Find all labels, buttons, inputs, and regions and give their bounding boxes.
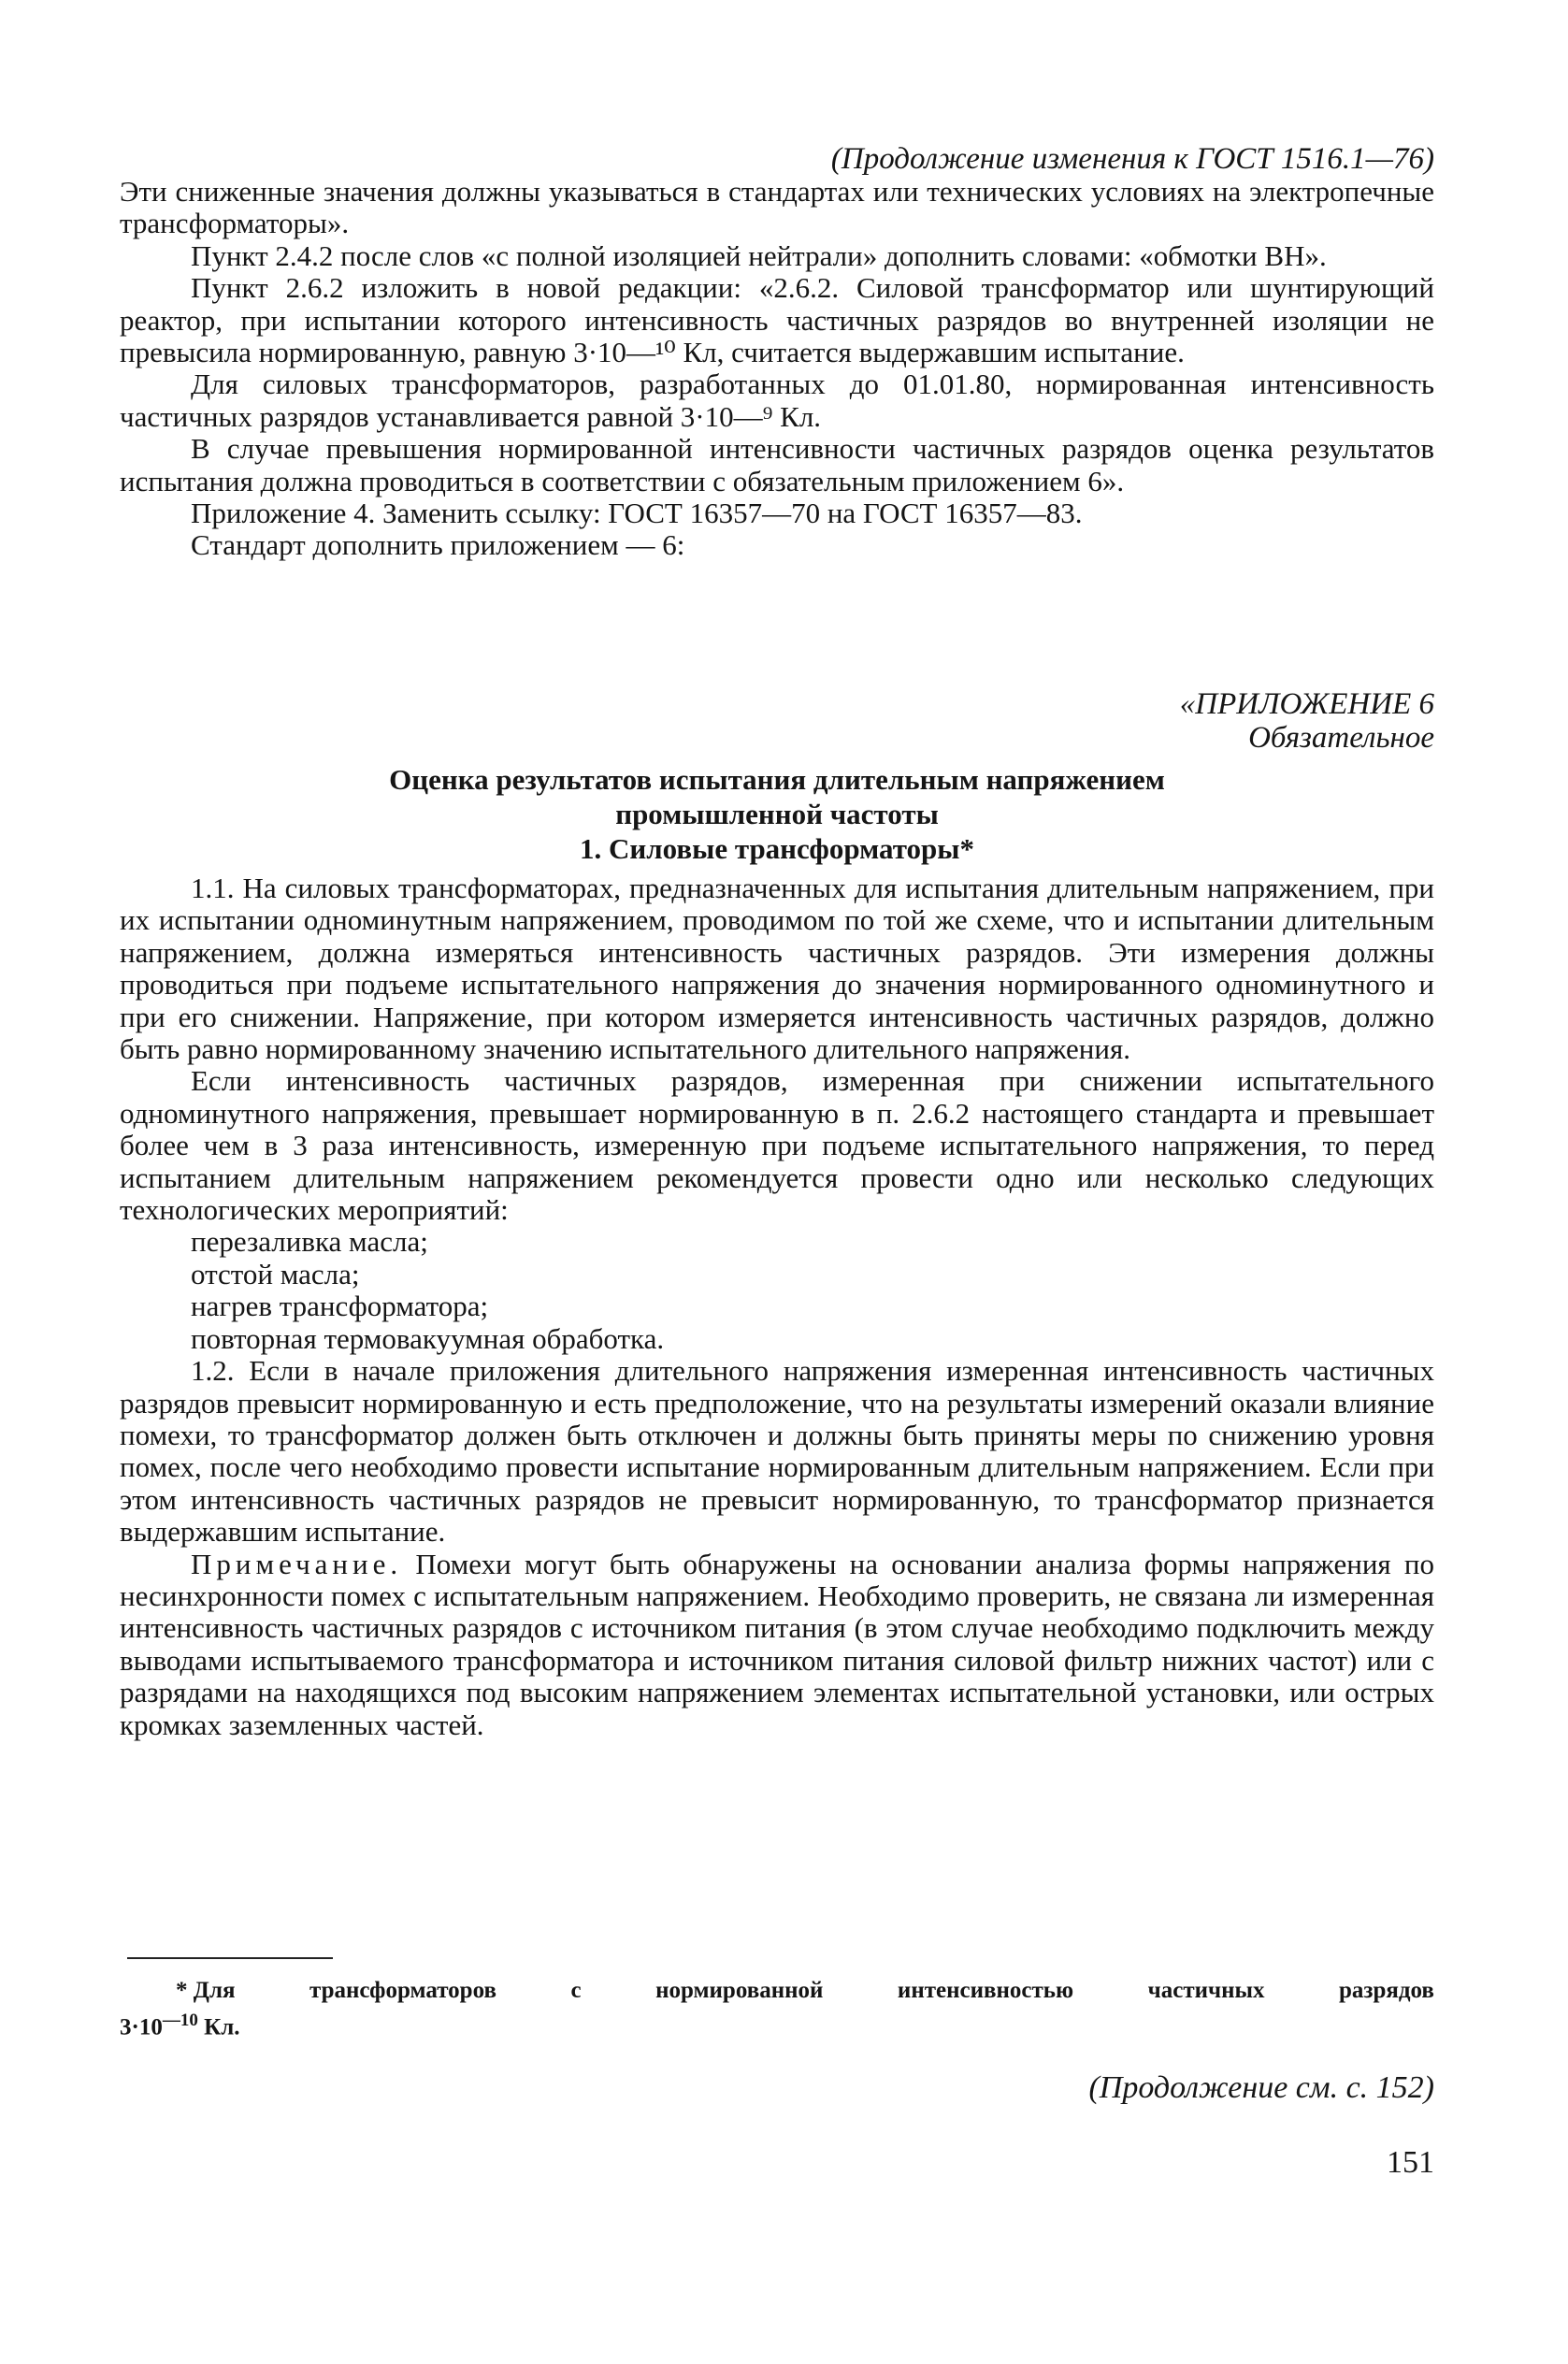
note-label: Примечание.: [191, 1547, 403, 1580]
measure-item: перезаливка масла;: [191, 1225, 428, 1259]
footnote-word: нормированной: [655, 1978, 824, 2003]
footnote-word: частичных: [1147, 1978, 1265, 2003]
appendix-status: Обязательное: [1248, 721, 1434, 755]
measure-item: повторная термовакуумная обработка.: [191, 1321, 665, 1355]
continuation-header: (Продолжение изменения к ГОСТ 1516.1—76): [830, 142, 1434, 176]
paragraph-p6: Приложение 4. Заменить ссылку: ГОСТ 16357—70 на ГОСТ 16357—83.: [191, 497, 1083, 530]
paragraph-p4: Для силовых трансформаторов, разработанных до 01.01.80, нормированная интенсивность частичных разрядов устанавливается равной 3·10—⁹ Кл.: [120, 368, 1434, 433]
section-heading: 1. Силовые трансформаторы*: [580, 832, 974, 865]
paragraph-1-1-continued: Если интенсивность частичных разрядов, измеренная при снижении испытательного одноминутного напряжения, превышает нормированную в п. 2.6.2 настоящего стандарта и превышает более чем в 3 раза интенсивность, измеренную при подъеме испытательного напряжения, то перед испытанием длительным напряжением рекомендуется провести одно или несколько следующих технологических мероприятий:: [120, 1064, 1434, 1227]
paragraph-1-2: 1.2. Если в начале приложения длительного напряжения измеренная интенсивность частичных разрядов превысит нормированную и есть предположение, что на результаты измерений оказали влияние помехи, то трансформатор должен быть отключен и должны быть приняты меры по снижению уровня помех, после чего необходимо провести испытание нормированным длительным напряжением. Если при этом интенсивность частичных разрядов не превысит нормированную, то трансформатор признается выдержавшим испытание.: [120, 1354, 1434, 1549]
footnote-divider: [127, 1957, 333, 1959]
footnote-value-base: 3·10: [120, 2014, 163, 2040]
appendix-body: [120, 872, 1434, 1741]
note-paragraph: [120, 1549, 1434, 1741]
footnote-word: трансформаторов: [309, 1978, 496, 2003]
paragraph-1-1: 1.1. На силовых трансформаторах, предназначенных для испытания длительным напряжением, при их испытании одноминутным напряжением, проводимом по той же схеме, что и испытании длительным напряжением, должна измеряться интенсивность частичных разрядов. Эти измерения должны проводиться при подъеме испытательного напряжения до значения нормированного одноминутного и при его снижении. Напряжение, при котором измеряется интенсивность частичных разрядов, должно быть равно нормированному значению испытательного длительного напряжения.: [120, 872, 1434, 1066]
appendix-label: «ПРИЛОЖЕНИЕ 6: [1179, 687, 1434, 721]
appendix-title-line2: промышленной частоты: [615, 798, 939, 830]
measures-list: [120, 1226, 1434, 1355]
measure-item: отстой масла;: [191, 1257, 360, 1290]
paragraph-p7: Стандарт дополнить приложением — 6:: [191, 528, 685, 562]
footnote: [120, 1976, 1434, 2042]
paragraph-p1: Эти сниженные значения должны указываться в стандартах или технических условиях на электропечные трансформаторы».: [120, 175, 1434, 240]
footnote-word: интенсивностью: [897, 1978, 1074, 2003]
note-text: Помехи могут быть обнаружены на основании анализа формы напряжения по несинхронности помех с испытательным напряжением. Необходимо проверить, не связана ли измеренная интенсивность частичных разрядов с источником питания (в этом случае необходимо подключить между выводами испытываемого трансформатора и источником питания силовой фильтр нижних частот) или с разрядами на находящихся под высоким напряжением элементах испытательной установки, или острых кромках заземленных частей.: [120, 1547, 1434, 1741]
amendment-text: [120, 176, 1434, 562]
footnote-unit: Кл.: [197, 2014, 240, 2040]
appendix-title-line1: Оценка результатов испытания длительным напряжением: [389, 763, 1165, 796]
footnote-word: с: [570, 1978, 582, 2003]
measure-item: нагрев трансформатора;: [191, 1290, 489, 1323]
footnote-word: Для: [193, 1978, 236, 2003]
paragraph-p5: В случае превышения нормированной интенсивности частичных разрядов оценка результатов испытания должна проводиться в соответствии с обязательным приложением 6».: [120, 432, 1434, 497]
continuation-footer: (Продолжение см. с. 152): [1088, 2070, 1434, 2105]
footnote-marker-word: [176, 1976, 236, 2006]
page-number: 151: [1387, 2145, 1434, 2180]
footnote-word: разрядов: [1339, 1978, 1434, 2003]
footnote-marker: *: [176, 1978, 188, 2003]
footnote-value-exp: —10: [162, 2011, 198, 2030]
footnote-value: [120, 2006, 1434, 2042]
paragraph-p2: Пункт 2.4.2 после слов «с полной изоляцией нейтрали» дополнить словами: «обмотки ВН».: [191, 238, 1327, 272]
paragraph-p3: Пункт 2.6.2 изложить в новой редакции: «2.6.2. Силовой трансформатор или шунтирующий реактор, при испытании которого интенсивность частичных разрядов во внутренней изоляции не превысила нормированную, равную 3·10—¹⁰ Кл, считается выдержавшим испытание.: [120, 271, 1434, 369]
appendix-title: [120, 762, 1434, 866]
footnote-line: [120, 1976, 1434, 2006]
